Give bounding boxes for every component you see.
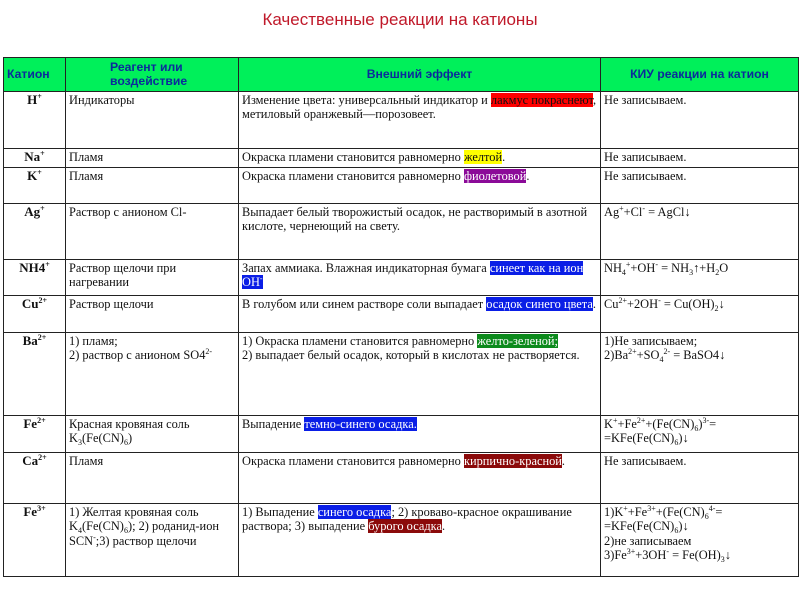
reagent-cell: 1) Желтая кровяная соль $K_4(Fe(CN)_6)$; 2) роданид-ион SCN-;3) раствор щелочи <box>66 504 239 577</box>
table-row-h <box>4 92 799 149</box>
effect-cell: Выпадение темно-синего осадка. <box>239 416 601 453</box>
reagent-cell: Пламя <box>66 453 239 504</box>
cation-cell: $Fe^{2+}$ <box>4 416 66 453</box>
table-row-nh4 <box>4 260 799 296</box>
reagent-cell: Красная кровяная соль $K_3(Fe(CN)_6)$ <box>66 416 239 453</box>
cation-cell: $Ba^{2+}$ <box>4 333 66 416</box>
kiu-cell: $Cu^{2+}+2OH^-$ = $Cu(OH)_2↓$ <box>601 296 799 333</box>
table-row-ba <box>4 333 799 416</box>
table-row-fe2 <box>4 416 799 453</box>
kiu-cell: Не записываем. <box>601 149 799 168</box>
table-row-ca <box>4 453 799 504</box>
table-row-ag <box>4 204 799 260</box>
effect-cell: 1) Выпадение синего осадка; 2) кроваво-красное окрашивание раствора; 3) выпадение бурого осадка. <box>239 504 601 577</box>
table-row-na <box>4 149 799 168</box>
kiu-cell: $1)K^++Fe^{3+}+(Fe(CN)_6^{4-}=$ $=KFe(Fe(CN)_6)↓$ 2)не записываем $3)Fe^{3+}+3OH^-$ = $Fe(OH)_3↓$ <box>601 504 799 577</box>
reagent-cell: Пламя <box>66 149 239 168</box>
page-title: Качественные реакции на катионы <box>262 10 538 29</box>
cations-table <box>3 57 799 577</box>
kiu-cell: Не записываем. <box>601 168 799 204</box>
kiu-cell: $NH_4^++OH^-$ = $NH_3↑+H_2O$ <box>601 260 799 296</box>
reagent-cell: Раствор щелочи <box>66 296 239 333</box>
kiu-cell: 1)Не записываем; $2)Ba^{2+}+SO_4^{2-}$ = BaSO4↓ <box>601 333 799 416</box>
reagent-cell: Раствор щелочи при нагревании <box>66 260 239 296</box>
kiu-cell: $K^++Fe^{2+}+(Fe(CN)_6)^{3-}=$ $=KFe(Fe(CN)_6)↓$ <box>601 416 799 453</box>
header-reagent: Реагент или воздействие <box>66 58 239 92</box>
kiu-cell: Ag++Cl- = AgCl↓ <box>601 204 799 260</box>
reagent-cell: 1) пламя; 2) раствор с анионом $SO4^{2-}$ <box>66 333 239 416</box>
cation-cell: $Fe^{3+}$ <box>4 504 66 577</box>
header-cation: Катион <box>4 58 66 92</box>
effect-cell: Окраска пламени становится равномерно желтой. <box>239 149 601 168</box>
effect-cell: Окраска пламени становится равномерно фиолетовой. <box>239 168 601 204</box>
effect-cell: 1) Окраска пламени становится равномерно желто-зеленой; 2) выпадает белый осадок, который в кислотах не растворяется. <box>239 333 601 416</box>
cation-cell: H+ <box>4 92 66 149</box>
cation-cell: NH4+ <box>4 260 66 296</box>
effect-cell: Окраска пламени становится равномерно кирпично-красной. <box>239 453 601 504</box>
cation-cell: $Cu^{2+}$ <box>4 296 66 333</box>
kiu-cell: Не записываем. <box>601 92 799 149</box>
table-row-cu <box>4 296 799 333</box>
effect-cell: В голубом или синем растворе соли выпадает осадок синего цвета. <box>239 296 601 333</box>
effect-cell: Изменение цвета: универсальный индикатор и лакмус покраснеют, метиловый оранжевый—порозовеет. <box>239 92 601 149</box>
cation-cell: Ag+ <box>4 204 66 260</box>
table-row-k <box>4 168 799 204</box>
table-header-row <box>4 58 799 92</box>
header-kiu: КИУ реакции на катион <box>601 58 799 92</box>
reagent-cell: Раствор с анионом Cl- <box>66 204 239 260</box>
kiu-cell: Не записываем. <box>601 453 799 504</box>
effect-cell: Выпадает белый творожистый осадок, не растворимый в азотной кислоте, чернеющий на свету. <box>239 204 601 260</box>
reagent-cell: Пламя <box>66 168 239 204</box>
table-row-fe3 <box>4 504 799 577</box>
reagent-cell: Индикаторы <box>66 92 239 149</box>
header-effect: Внешний эффект <box>239 58 601 92</box>
cation-cell: K+ <box>4 168 66 204</box>
cation-cell: $Ca^{2+}$ <box>4 453 66 504</box>
cation-cell: Na+ <box>4 149 66 168</box>
effect-cell: Запах аммиака. Влажная индикаторная бумага синеет как на ион OH- <box>239 260 601 296</box>
